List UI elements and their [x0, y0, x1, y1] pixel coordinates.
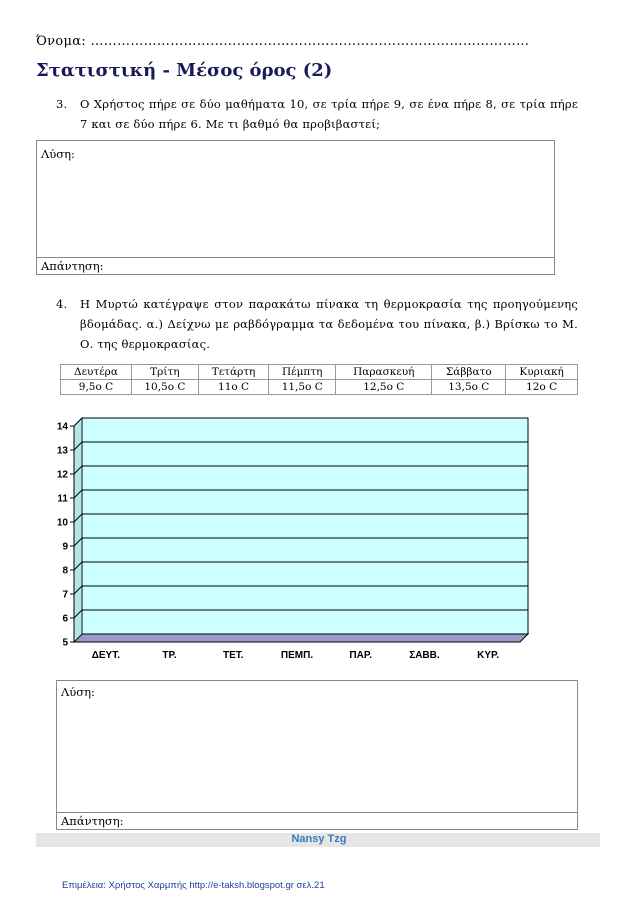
x-tick-label: ΣΑΒΒ. [409, 650, 440, 661]
footer-credit: Επιμέλεια: Χρήστος Χαρμπής http://e-taksh.blogspot.gr σελ.21 [62, 880, 325, 891]
y-tick-label: 13 [56, 445, 68, 457]
y-tick-label: 11 [57, 493, 68, 505]
question-4-text: Η Μυρτώ κατέγραψε στον παρακάτω πίνακα τη θερμοκρασία της προηγούμενης βδομάδας. α.) Δείχνω με ραβδόγραμμα τα δεδομένα του πίνακα, β.) Βρίσκω το Μ. Ο. της θερμοκρασίας. [80, 297, 578, 351]
table-row-temps [61, 380, 578, 395]
answer-row-2 [57, 812, 577, 829]
table-cell: Παρασκευή [336, 365, 432, 380]
table-cell: Τρίτη [131, 365, 198, 380]
solution-box-1[interactable] [36, 140, 555, 275]
table-cell: Κυριακή [506, 365, 578, 380]
y-tick-label: 6 [62, 613, 68, 625]
y-tick-label: 8 [62, 565, 68, 577]
page-title: Στατιστική - Μέσος όρος (2) [36, 60, 333, 81]
solution-box-2[interactable] [56, 680, 578, 830]
table-cell: Σάββατο [432, 365, 506, 380]
y-tick-label: 14 [56, 421, 68, 433]
table-cell: 12,5ο C [336, 380, 432, 395]
footer-author: Nansy Tzg [291, 833, 347, 845]
y-tick-label: 12 [56, 469, 68, 481]
y-tick-label: 7 [62, 589, 68, 601]
table-cell: 12ο C [506, 380, 578, 395]
name-line [36, 34, 529, 49]
x-tick-label: ΚΥΡ. [477, 650, 500, 661]
x-tick-label: ΠΑΡ. [349, 650, 373, 661]
temperature-table [60, 364, 578, 395]
table-cell: 11,5ο C [269, 380, 336, 395]
temperature-chart [36, 412, 536, 672]
answer-label-1: Απάντηση: [41, 259, 104, 273]
x-tick-label: ΤΕΤ. [222, 650, 244, 661]
x-tick-label: ΠΕΜΠ. [280, 650, 314, 661]
question-4 [56, 294, 578, 354]
chart-floor [74, 634, 528, 642]
table-cell: Πέμπτη [269, 365, 336, 380]
question-4-number: 4. [56, 297, 68, 311]
name-label: Όνομα: [36, 34, 86, 49]
answer-label-2: Απάντηση: [61, 814, 124, 828]
y-tick-label: 5 [62, 637, 68, 649]
answer-row-1 [37, 257, 554, 274]
table-row-days [61, 365, 578, 380]
table-cell: Δευτέρα [61, 365, 132, 380]
chart-side-wall [74, 418, 82, 642]
table-cell: 10,5ο C [131, 380, 198, 395]
question-3-text: Ο Χρήστος πήρε σε δύο μαθήματα 10, σε τρία πήρε 9, σε ένα πήρε 8, σε τρία πήρε 7 και σε δύο πήρε 6. Με τι βαθμό θα προβιβαστεί; [80, 97, 578, 131]
table-cell: 11ο C [198, 380, 269, 395]
y-tick-label: 9 [62, 541, 68, 553]
name-dots: ……………………………………………………………………………………… [90, 34, 530, 49]
solution-label-1: Λύση: [41, 147, 75, 161]
plot-area [82, 418, 528, 634]
table-cell: 9,5ο C [61, 380, 132, 395]
question-3 [56, 94, 578, 134]
table-cell: 13,5ο C [432, 380, 506, 395]
x-tick-label: ΤΡ. [162, 650, 177, 661]
solution-label-2: Λύση: [61, 685, 95, 699]
x-tick-label: ΔΕΥΤ. [91, 650, 121, 661]
y-tick-label: 10 [56, 517, 68, 529]
table-cell: Τετάρτη [198, 365, 269, 380]
question-3-number: 3. [56, 97, 68, 111]
